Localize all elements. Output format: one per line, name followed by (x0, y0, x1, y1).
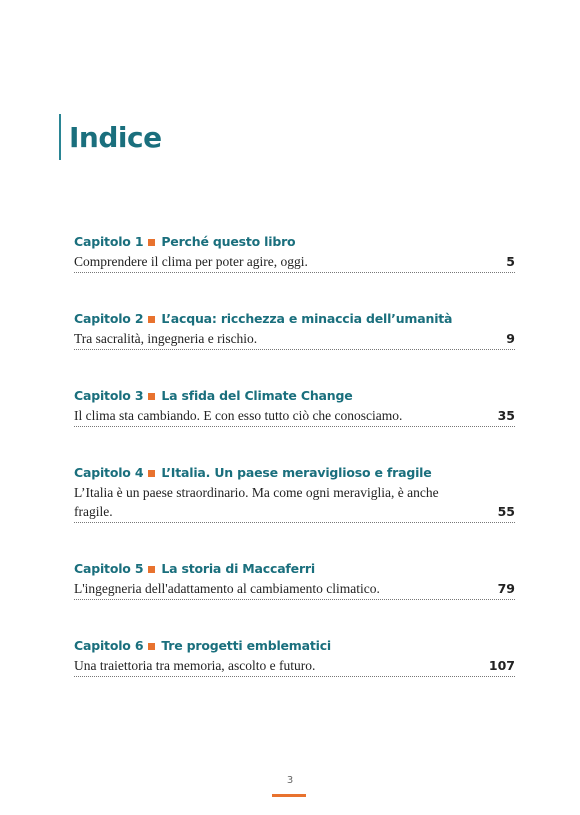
square-bullet-icon (148, 470, 155, 477)
page-number[interactable]: 55 (497, 504, 515, 519)
chapter-description: Tra sacralità, ingegneria e rischio. (74, 331, 258, 346)
square-bullet-icon (148, 393, 155, 400)
toc-entry-3[interactable] (74, 387, 515, 464)
toc-entry-6[interactable] (74, 637, 515, 714)
table-of-contents (74, 233, 515, 714)
chapter-description: Il clima sta cambiando. E con esso tutto ciò che conosciamo. (74, 408, 403, 423)
chapter-heading (74, 310, 515, 327)
page-number[interactable]: 79 (497, 581, 515, 596)
chapter-line (74, 406, 515, 427)
chapter-title: La sfida del Climate Change (161, 388, 353, 403)
chapter-heading (74, 560, 515, 577)
page-number[interactable]: 107 (488, 658, 515, 673)
chapter-description: Una traiettoria tra memoria, ascolto e futuro. (74, 658, 316, 673)
chapter-label: Capitolo 2 (74, 311, 144, 326)
chapter-heading (74, 233, 515, 250)
chapter-line (74, 656, 515, 677)
chapter-title: Tre progetti emblematici (161, 638, 332, 653)
page-number[interactable]: 35 (497, 408, 515, 423)
chapter-line (74, 579, 515, 600)
chapter-heading (74, 637, 515, 654)
chapter-description: Comprendere il clima per poter agire, oggi. (74, 254, 308, 269)
page-folio: 3 (286, 775, 294, 786)
chapter-title: La storia di Maccaferri (161, 561, 315, 576)
chapter-heading (74, 464, 515, 481)
toc-entry-1[interactable] (74, 233, 515, 310)
chapter-label: Capitolo 6 (74, 638, 144, 653)
chapter-line (74, 483, 515, 523)
square-bullet-icon (148, 566, 155, 573)
toc-entry-2[interactable] (74, 310, 515, 387)
chapter-line (74, 329, 515, 350)
chapter-line (74, 252, 515, 273)
page-title: Indice (69, 121, 162, 154)
chapter-title: L’Italia. Un paese meraviglioso e fragile (161, 465, 432, 480)
folio-accent-bar (272, 794, 306, 797)
chapter-title: Perché questo libro (161, 234, 296, 249)
chapter-label: Capitolo 1 (74, 234, 144, 249)
square-bullet-icon (148, 239, 155, 246)
chapter-label: Capitolo 5 (74, 561, 144, 576)
title-accent-bar (59, 114, 61, 160)
chapter-label: Capitolo 4 (74, 465, 144, 480)
chapter-heading (74, 387, 515, 404)
chapter-title: L’acqua: ricchezza e minaccia dell’umanità (161, 311, 453, 326)
toc-entry-4[interactable] (74, 464, 515, 560)
chapter-description: L’Italia è un paese straordinario. Ma come ogni meraviglia, è anche fragile. (74, 485, 439, 519)
toc-entry-5[interactable] (74, 560, 515, 637)
page-number[interactable]: 9 (506, 331, 515, 346)
page-number[interactable]: 5 (506, 254, 515, 269)
square-bullet-icon (148, 643, 155, 650)
chapter-label: Capitolo 3 (74, 388, 144, 403)
chapter-description: L'ingegneria dell'adattamento al cambiamento climatico. (74, 581, 380, 596)
square-bullet-icon (148, 316, 155, 323)
